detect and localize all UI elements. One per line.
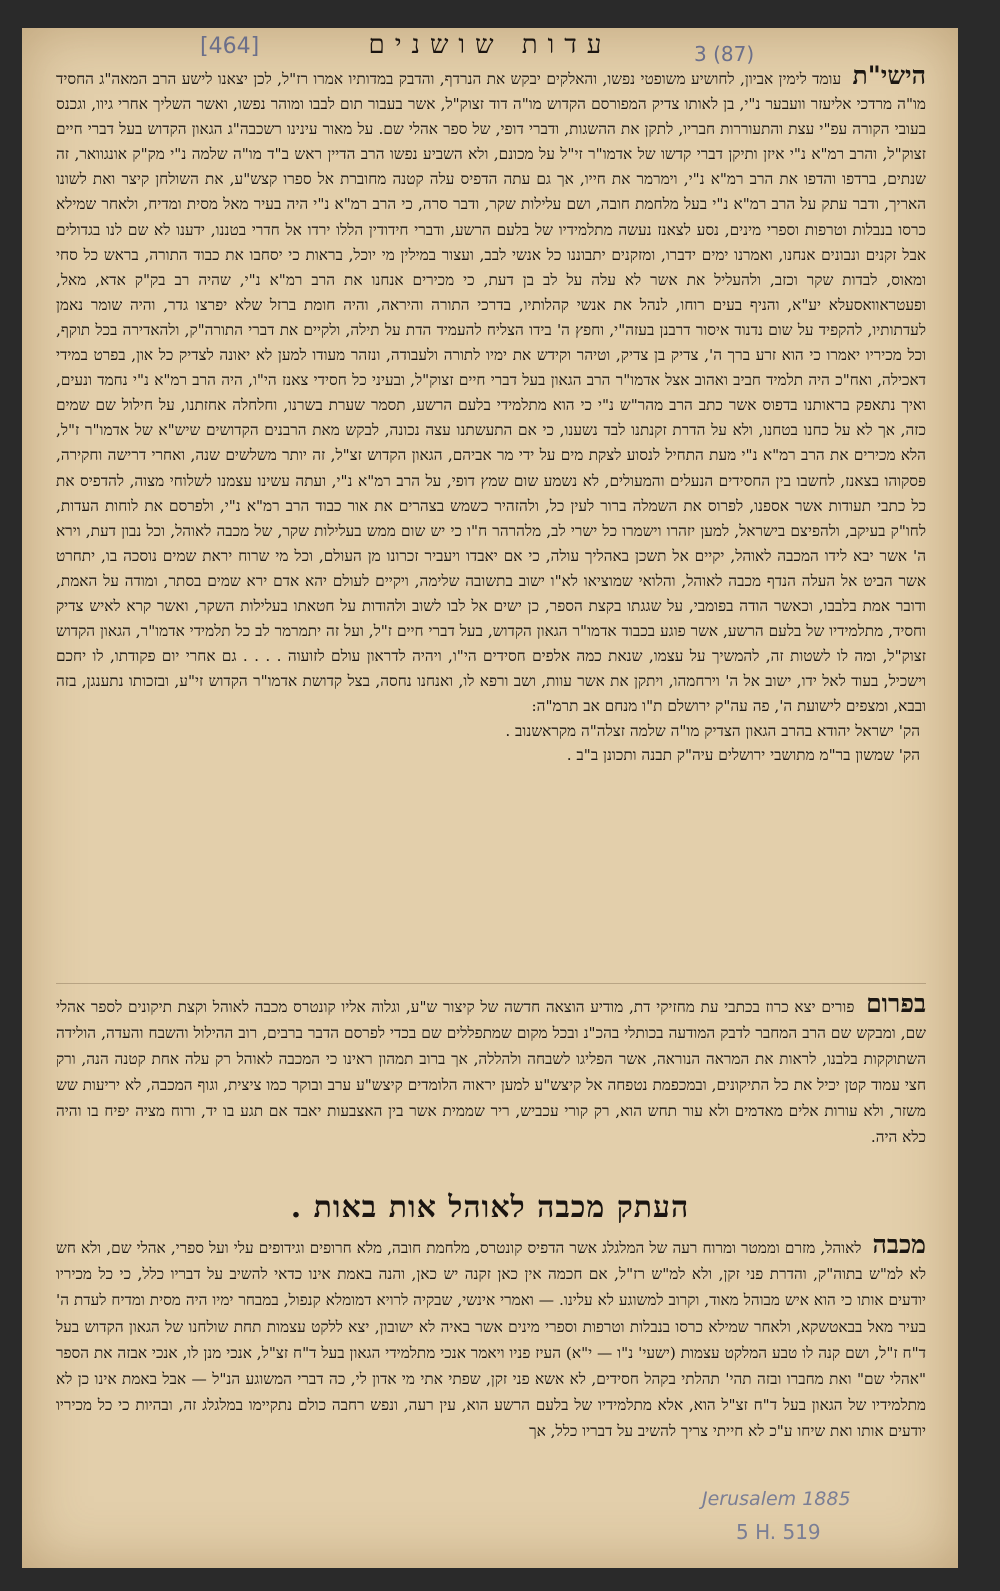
archive-handwritten-note: Jerusalem 1885	[702, 1488, 851, 1510]
notice-lead-word: בפרום	[866, 989, 926, 1018]
signature-line-1: הק' ישראל יהודא בהרב הגאון הצדיק מו"ה שלמה זצלה"ה מקראשנוב .	[505, 722, 920, 741]
archive-shelf-mark: 5 H. 519	[736, 1520, 821, 1544]
signature-line-2: הק' שמשון בר"מ מתושבי ירושלים עיה"ק תבנה ותכונן ב"ב .	[566, 746, 920, 765]
main-text-block	[56, 61, 926, 767]
copy-body-text: לאוהל, מזרם וממטר ומרוח רעה של המלגלג אשר הדפיס קונטרס, מלחמת חובה, מלא חרופים וגידופים עלי ועל ספרי, אהלי שם, ולא חש לא למ"ש בתוה"ק, והדרת פני זקן, ולא למ"ש רז"ל, אם חכמה אין כאן זקנה יש כאן, והנה באמת אינו כדאי להשיב על דבריו כלל, כי כל מכיריו יודעים אותו כי הוא איש מבוהל מאוד, וקרוב למשוגע לא עלינו. — ואמרי אינשי, שבקיה לרויא דמומלא קנפול, במבחר ימיו היה מסית ומדיח לעדת ה' בעיר מאל בבאטשקא, ולאחר שמילא כרסו בנבלות וטרפות וספרי מינים אשר באיה לא ישובון, יצא ללקט עצמות תחת שולחנו של הגאון הקדוש בעל ד"ח ז"ל, ושם קנה לו טבע המלקט עצמות (ישעי' נ"ו — י"א) העיז פניו ויאמר אנכי מתלמידי הגאון בעל ד"ח זצ"ל, אנכי מנן לו, אנכי אבזה את הספר "אהלי שם" ואת מחברו ובזה תהי' תהלתי בקהל חסידים, לא אשא פני זקן, שפתי אתי מי אדון לי, כה דברי המשוגע הנ"ל — אבל באמת אינו כן לא מתלמידיו של הגאון בעל ד"ח זצ"ל הוא, אלא מתלמידיו של בלעם הרשע הוא, עין רעה, ונפש רחבה כולם נתקיימו במלגלג זה, ובהיות כי כל מכיריו יודעים אותו ואת שיחו ע"כ לא חייתי צריך להשיב על דבריו כלל, אך	[56, 1239, 926, 1441]
copy-section-title: העתק מכבה לאוהל אות באות .	[290, 1190, 690, 1225]
notice-text-block	[56, 989, 926, 1150]
page-title: עדות שושנים	[368, 30, 612, 60]
copy-text-block	[56, 1230, 926, 1445]
main-body-text: עומד לימין אביון, לחושיע משופטי נפשו, והאלקים יבקש את הנרדף, והדבק במדותיו אמרו רז"ל, לכן יצאנו לישע הרב המאה"ג החסיד מו"ה מרדכי אליעזר וועבער נ"י, בן לאותו צדיק המפורסם הקדוש מו"ה דוד זצוק"ל, אשר בעבור תום לבבו ומוהר נפשו, ואשר השליך אחרי גיוו, וגכנס בעובי הקורה עפ"י עצת והתעוררות חבריו, לתקן את ההשגות, ודברי דופי, של ספר אהלי שם. על מאור עינינו רשכבה"ג הגאון הקדוש בעל דברי חיים זצוק"ל, והרב רמ"א נ"י איזן ותיקן דברי קדשו של אדמו"ר זי"ל על מכונם, ולא השביע נפשו הרב הדיין ראש ב"ד מו"ה שלמה נ"י מק"ק אונגוואר, זה שנתים, ברדפו והדפו את הרב רמ"א נ"י, וימרמר את חייו, אך גם עתה הדפיס עלה קטנה מחוברת אל ספרו קצש"ע, את השולחן קיצר ואת לשונו האריך, ודבר עתק על הרב רמ"א נ"י בעל מלחמת חובה, ושם עלילות שקר, ודבר סרה, כי הרב רמ"א נ"י היה בעיר מאל מסית ומדיח, ולאחר שמילא כרסו בנבלות וטרפות וספרי מינים, נסע לצאנז נעשה מתלמידיו של בלעם הרשע, ודברי חידודין הללו ירדו אל חדרי בטננו, ידענו לא שם לנו בגדולים אבל זקנים ונבונים אנחנו, ואמרנו ימים ידברו, ומזקנים יתבוננו כל אנשי לבב, ועצור במילין מי יוכל, בראות כי יסחבו את כבוד התורה, בראש כל סחי ומאוס, לבדות שקר וכזב, ולהעליל את אשר לא עלה על לב בן דעת, כי מכירים אנחנו את הרב רמ"א נ"י, שהיה רב בק"ק אדא, מאל, ופעטראוואסעלא יע"א, והניף בעים רוחו, לנהל את אנשי קהלותיו, בדרכי התורה והיראה, והיה חומת ברזל שלא יפרצו גדר, והיה שומר נאמן לעדתותיו, להקפיד על שום נדנוד איסור דרבנן בעזה"י, וחפץ ה' בידו הצליח להעמיד הדת על תילה, ולקיים את דברי התורה"ק, ולהאדירה בכל תוקף, וכל מכיריו יאמרו כי הוא זרע ברך ה', צדיק בן צדיק, וטיהר וקידש את ימיו לתורה ולעבודה, ונזהר מעודו למען לא יאונה לצדיק כל און, בפרט במידי דאכילה, ואח"כ היה תלמיד חביב ואהוב אצל אדמו"ר הרב הגאון בעל דברי חיים זצוק"ל, ובעיני כל חסידי צאנז הי"ו, היה הרב רמ"א נ"י נחמד ונעים, ואיך נתאפק בראותנו בדפוס אשר כתב הרב מהר"ש נ"י כי הוא מתלמידי בלעם הרשע, תסמר שערת בשרנו, וחלחלה אחזתנו, על חילול שם שמים כזה, אך לא על כחנו בטחנו, ולא על הדרת זקנתנו לבד נשענו, כי אם התעשתנו עצה נכונה, לבקש מאת הרבנים הקדושים שיש"א של אדמו"ר ז"ל, הלא מכירים את הרב רמ"א נ"י מעת התחיל לנסוע לצקת מים על ידי מר אביהם, הגאון הקדוש זצ"ל, זה יותר משלשים שנה, ואחרי דרישה וחקירה, פסקוהו בצאנז, לחשבו בין החסידים הנעלים והמעולים, לא נשמע שום שמץ דופי, על הרב רמ"א נ"י, ועתה עשינו עצמנו לשלוחי מצוה, להדפיס את כל כתבי תעודות אשר אספנו, לפרוס את השמלה ברור לעין כל, ולהזהיר כשמש בצהרים את אור כבוד הרב רמ"א נ"י, ולפרסם את לוחות העדות, לחו"ק בעיקב, ולהפיצם בישראל, למען יזהרו וישמרו כל ישרי לב, מלהרהר ח"ו כי יש שום ממש בעלילות שקר, של מכבה לאוהל, וכל נבון דעת, וירא ה' אשר יבא לידו המכבה לאוהל, יקיים אל תשכן באהליך עולה, כי אם יאבדו ויעביר זכרונו מן העולם, וכל מי שרוח יראת שמים נוסכה בו, יתחרט אשר הביט אל העלה הנדף מכבה לאוהל, והלואי שמוציאו לא"ו ישוב בתשובה שלימה, ויקיים לעולם יהא אדם ירא שמים בסתר, ומודה על האמת, ודובר אמת בלבבו, וכאשר הודה בפומבי, על שגגתו בקצת הספר, כן ישים אל לבו לשוב ולהודות על חטאתו בעלילות השקר, ואשר קרא לאיש צדיק וחסיד, מתלמידיו של בלעם הרשע, אשר פוגע בכבוד אדמו"ר הגאון הקדוש, בעל דברי חיים ז"ל, ועל זה יתמרמר לב כל תלמידי אדמו"ר, הגאון הקדוש זצוק"ל, ומה לו לשטות זה, להמשיך על עצמו, שנאת כמה אלפים חסידים הי"ו, ויהיה לדראון עולם לזועוה . . . . גם אחרי יום פקודתו, לו יחכם וישכיל, בעוד לאל ידו, ישוב אל ה' וירחמהו, ויתקן את אשר עוות, ושב ורפא לו, ואנחנו נחסה, בצל קדושת אדמו"ר הקדוש זי"ע, ובזכותו נתענגן, בזה ובבא, ומצפים לישועת ה', פה עה"ק ירושלם ת"ו מנחם אב תרמ"ה:	[56, 70, 926, 716]
document-page	[22, 28, 958, 1568]
copy-lead-word: מכבה	[872, 1230, 926, 1259]
pencil-annotation-left: [464]	[200, 34, 260, 59]
section-divider	[56, 983, 926, 984]
main-lead-word: הישי"ת	[852, 61, 926, 90]
pencil-annotation-right: 3 (87)	[694, 42, 755, 66]
notice-body-text: פורים יצא כרוז בכתבי עת מחזיקי דת, מודיע הוצאה חדשה של קיצור ש"ע, וגלוה אליו קונטרס מכבה לאוהל וקצת תיקונים לספר אהלי שם, ומבקש שם הרב המחבר לדבק המודעה בכותלי בהכ"נ ובכל מקום שמתפללים שם בכדי לפרסם הדבר ברבים, רוב ההילול והשבח והעדה, הולידה השתוקקות בלבנו, לראות את המראה הנוראה, אשר הפליגו לשבחה ולהללה, אך ברוב תמהון ראינו כי המכבה לאוהל רק עלה אחת קטנה הנה, ורק חצי עמוד קטן יכיל את כל התיקונים, ובמכפמת נטפחה אל קיצש"ע למען יראוה הלומדים קיצש"ע ערב ובוקר כמו ציצית, וגוף המכבה, לא יריעות שש משזר, ולא עורות אלים מאדמים ולא עור תחש הוא, רק קורי עכביש, ריר שממית אשר בין האצבעות יאבד אם תגע בו יד, ורוח מציה יפיח בו והיה כלא היה.	[56, 998, 926, 1146]
